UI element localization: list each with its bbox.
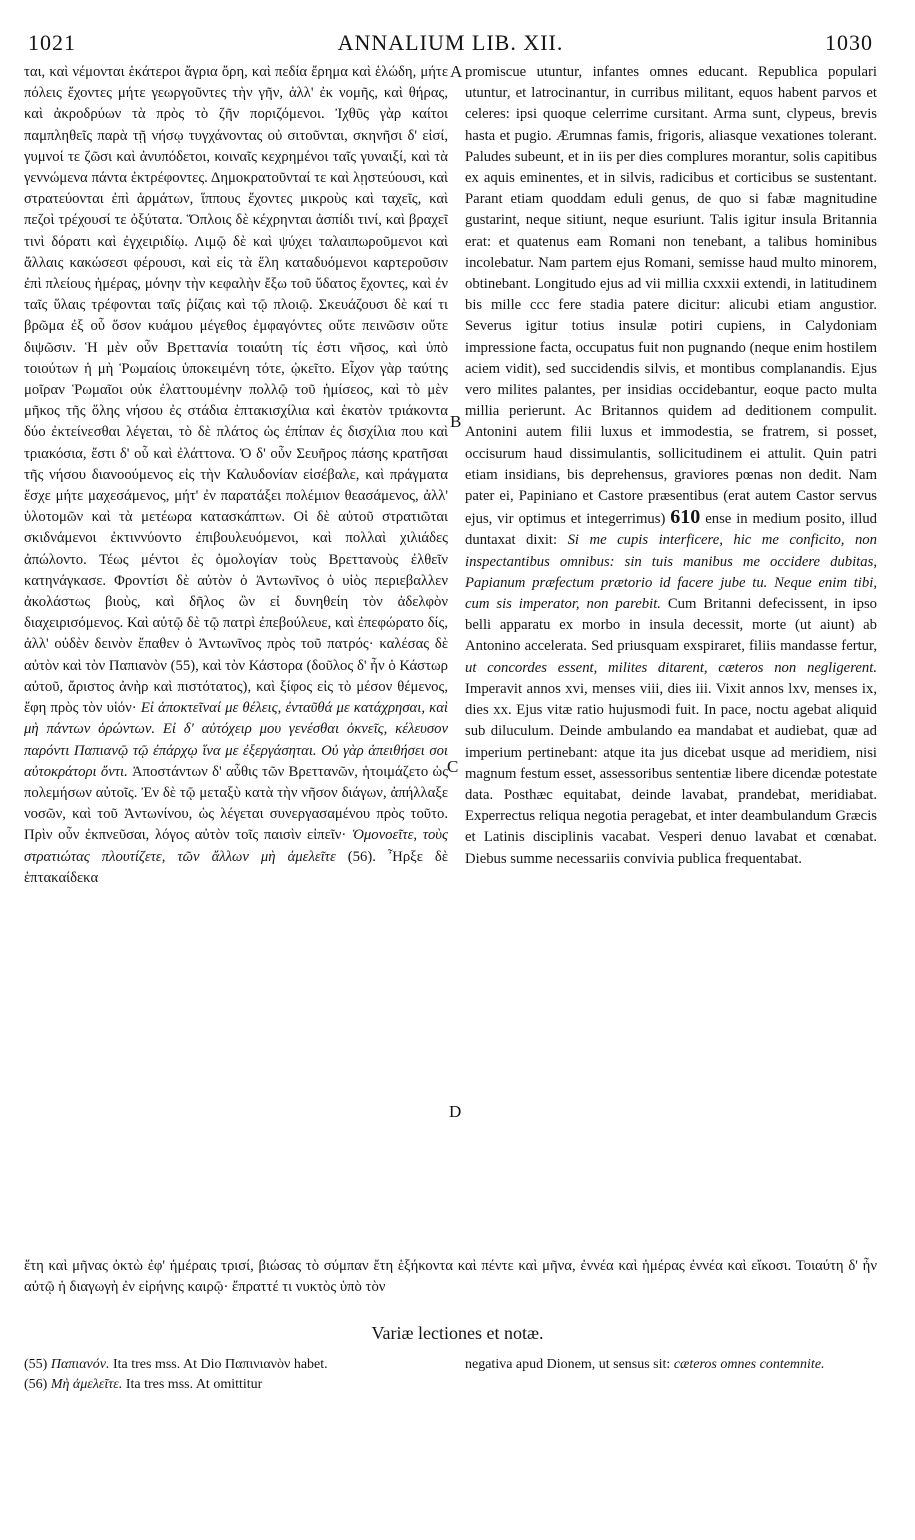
note-56-continued-italic: cæteros omnes contemnite. <box>673 1357 825 1372</box>
note-55-greek: Παπιανόν. <box>50 1357 110 1372</box>
latin-quote-1: Si me cupis interficere, hic me conficito, non inspectantibus omnibus: sin tuis manibus me occidere dubitas, Papianum præfectum prætorio id facere jube tu. Neque enim tibi, cum sis imperator, non parebit. <box>465 532 877 613</box>
notes-right-column <box>465 1356 877 1376</box>
note-56 <box>24 1376 446 1394</box>
notes-left-column <box>24 1356 446 1396</box>
note-56-continued <box>465 1356 877 1374</box>
column-number-right: 1030 <box>825 30 873 55</box>
margin-marker-c: C <box>447 757 459 776</box>
greek-quote-2: Ὁμονοεῖτε, τοὺς στρατιώτας πλουτίζετε, τῶν ἄλλων μὴ ἀμελεῖτε <box>24 827 448 865</box>
greek-text-2: Ἀποστάντων δ' αὖθις τῶν Βρεττανῶν, ἡτοιμάζετο ὡς πολεμήσων αὐτοῖς. Ἐν δὲ τῷ μεταξὺ κατὰ τὴν νῆσον διάγων, ἀπήλλαξε νοσῶν, καὶ τοῦ Ἀντωνίνου, ὡς λέγεται συνεργασαμένου πρὸς τοῦτο. Πρὶν οὖν ἐκπνεῦσαι, λόγος αὐτὸν τοῖς παισὶν εἰπεῖν· <box>24 763 448 844</box>
greek-text-3: (56). Ἦρξε δὲ ἑπτακαίδεκα <box>24 848 448 886</box>
latin-quote-2: ut concordes essent, milites ditarent, cæteros non negligerent. <box>465 659 877 676</box>
greek-text: ται, καὶ νέμονται ἑκάτεροι ἄγρια ὄρη, καὶ πεδία ἔρημα καὶ ἑλώδη, μήτε πόλεις ἔχοντες μήτε γεωργοῦντες τὴν γῆν, ἀλλ' ἐκ νομῆς, καὶ θήρας, καὶ ἀκροδρύων τὰ πρὸς τὸ ζῆν ποριζόμενοι. Ἰχθῦς γὰρ καίτοι παμπληθεῖς παρὰ τῇ νήσῳ τυγχάνοντας οὐ σιτοῦνται, σκηνῆσι δ' εἰσί, γυμνοί τε ζῶσι καὶ ἀνυπόδετοι, κοιναῖς κεχρημένοι ταῖς γυναιξί, καὶ τὰ γεννώμενα πάντα ἐκτρέφοντες. Δημοκρατοῦνταί τε καὶ λῃστεύουσι, καὶ στρατεύονται ἐπὶ ἁρμάτων, ἵππους ἔχοντες μικροὺς καὶ ταχεῖς, καὶ πεζοὶ τρέχουσί τε ὀξύτατα. Ὅπλοις δὲ κέχρηνται ἀσπίδι τινί, καὶ βραχεῖ τινὶ δόρατι καὶ ἐγχειριδίῳ. Λιμῷ δὲ καὶ ψύχει ταλαιπωροῦμενοι καὶ ἄλλαις κακώσεσι φέρουσι, καὶ εἰς τὰ ἕλη καταδυόμενοι καρτεροῦσιν ἐπὶ πλείους ἡμέρας, μόνην τὴν κεφαλὴν ἔξω τοῦ ὕδατος ἔχοντες, καὶ ἐν ταῖς ὕλαις τρέφονται ταῖς ῥίζαις καὶ τῷ πλοιῷ. Σκευάζουσι δὲ καί τι βρῶμα ἐξ οὗ ὅσον κυάμου μέγεθος ἐμφαγόντες οὔτε πεινῶσιν οὔτε διψῶσιν. Ἡ μὲν οὖν Βρεττανία τοιαύτη τίς ἐστι νῆσος, καὶ ὑπὸ τοιούτων ἡ μὴ Ῥωμαίοις ὑποκειμένη τότε, ᾠκεῖτο. Εἶχον γὰρ ταύτης μοῖραν Ῥωμαῖοι οὐκ ἐλαττουμένην πολλῷ τοῦ ἡμίσεος, καὶ τὸ μὲν μῆκος τῆς ὅλης νήσου ἐς στάδια ἑπτακισχίλια καὶ ἑκατὸν τριάκοντα δύο ἐκτείνεσθαι λέγεται, τὸ δὲ πλάτος ὡς ἐπίπαν ἐς δισχίλια που καὶ τριακόσια, ἔστι δ' οὗ καὶ ἐλάττονα. Ὁ δ' οὖν Σευῆρος πάσης κρατῆσαι τῆς νήσου διανοούμενος εἰς τὴν Καλυδονίαν εἰσέβαλε, καὶ πράγματα ἔσχε μήτε μαχεσάμενος, μήτ' ἐν παρατάξει πολέμιον θεασάμενος, ἀλλ' ὑλοτομῶν καὶ τὰ μετέωρα κατασκάπτων. Οἱ δὲ αὐτοῦ στρατιῶται σκιδνάμενοι ἐκτιννύοντο ἐπιβουλευόμενοι, καὶ πολλαὶ χιλιάδες ἀπώλοντο. Τέως μέντοι ἐς ὁμολογίαν τοὺς Βρεττανοὺς ἐλθεῖν κατηνάγκασε. Φροντίσι δὲ αὐτὸν ὁ Ἀντωνῖνος ὁ υἱὸς περιεβαλλεν ἀκολάστως βιοὺς, καὶ δῆλος ὢν εἰ δυνηθείη τὸν ἀδελφὸν διαχειρισόμενος. Καὶ αὐτῷ δὲ τῷ πατρὶ ἐπεβούλευε, καὶ ἐπεφώρατο δίς, ἀλλ' οὐδὲν δεινὸν ἔπαθεν ὁ Ἀντωνῖνος πρὸς τοῦ πατρός· καλέσας δὲ αὐτὸν καὶ τὸν Παπιανὸν (55), καὶ τὸν Κάστορα (δοῦλος δ' ἦν ὁ Κάστωρ αὐτοῦ, ἄριστος ἀνὴρ καὶ πιστότατος), καὶ ξίφος εἰς τὸ μέσον θέμενος, ἔφη πρὸς τὸν υἱόν· <box>24 64 448 717</box>
column-number-left: 1021 <box>28 30 76 55</box>
greek-paragraph <box>24 62 448 889</box>
page-header <box>28 30 873 60</box>
latin-text-4: Imperavit annos xvi, menses viii, dies iii. Vixit annos lxv, menses ix, dies xx. Ejus vitæ ratio hujusmodi fuit. In pace, noctu agebat aliquid sub diluculum. Deinde ambulando ea mandabat et audiebat, quæ ad imperium pertinebant: atque ita jus dicebat usque ad meridiem, nisi magnum festum esset, assessoribus sententiæ libere dicendæ potestate data. Posthæc equitabat, deinde lavabat, prandebat, meridiabat. Experrectus reliqua negotia peragebat, et inter deambulandum Græcis et Latinis disciplinis vacabat. Vesperi denuo lavabat et cœnabat. Diebus summe necessariis convivia publica frequentabat. <box>465 680 877 867</box>
greek-quote: Εἰ ἀποκτεῖναί με θέλεις, ἐνταῦθά με κατάχρησαι, καὶ μὴ πάντων ὁρώντων. Εἰ δ' αὐτόχειρ μου γενέσθαι ὀκνεῖς, κέλευσον παρόντι Παπιανῷ τῷ ἐπάρχῳ ἵνα με ἐξεργάσηται. Οὐ γὰρ ἀπειθήσει σοι αὐτοκράτορι ὄντι. <box>24 700 448 780</box>
margin-marker-a: A <box>450 62 463 81</box>
note-56-text: Ita tres mss. At omittitur <box>125 1377 263 1392</box>
note-56-label: (56) <box>24 1377 48 1392</box>
note-56-greek: Μὴ ἀμελεῖτε. <box>50 1377 123 1392</box>
section-number: 610 <box>670 506 701 529</box>
note-55-label: (55) <box>24 1357 48 1372</box>
greek-full-width-lines: ἔτη καὶ μῆνας ὀκτὼ ἐφ' ἡμέραις τρισί, βιώσας τὸ σύμπαν ἔτη ἑξήκοντα καὶ πέντε καὶ μῆνα, ἐννέα καὶ ἡμέρας ἐννέα καὶ εἴκοσι. Τοιαύτη δ' ἦν αὐτῷ ἡ διαγωγὴ ἐν εἰρήνης καιρῷ· ἔπραττέ τι νυκτὸς ὑπὸ τὸν <box>24 1258 877 1296</box>
notes-title: Variæ lectiones et notæ. <box>371 1323 544 1343</box>
margin-marker-d: D <box>449 1102 462 1121</box>
note-55-text: Ita tres mss. At Dio Παπινιανὸν habet. <box>112 1357 328 1372</box>
margin-marker-b: B <box>450 412 462 431</box>
latin-paragraph <box>465 62 877 870</box>
latin-text-3: Cum Britanni defecissent, in ipso belli apparatu ex morbo in insula decessit, morte (ut aiunt) ab Antonino accelerata. Sed priusquam exspiraret, filiis mandasse fertur, <box>465 596 877 655</box>
note-56-continued-text: negativa apud Dionem, ut sensus sit: <box>465 1357 671 1372</box>
latin-text-1: promiscue utuntur, infantes omnes educant. Republica populari utuntur, et latrocinantur, in curribus militant, equos habent parvos et celeres: ipsi quoque celerrime cursitant. Arma sunt, clypeus, brevis hasta et pugio. Ærumnas famis, frigoris, aliasque vexationes tolerant. Paludes subeunt, et in iis per dies complures morantur, solis capitibus ex aquis eminentes, et in silvis, radicibus et corticibus se sustentant. Parant etiam quoddam eduli genus, de quo si fabæ magnitudine gustarint, neque sitiunt, neque esuriunt. Talis igitur insula Britannia erat: et quatenus eam Romani non tenebant, a talibus hominibus incolebatur. Nam partem ejus Romani, semisse haud multo minorem, obtinebant. Longitudo ejus ad vii millia cxxxii extendi, in latitudinem bis mille ccc fere stadia patere dicitur: alicubi etiam angustior. Severus igitur totius insulæ potiri cupiens, in Calydoniam impressione facta, occupatus fuit non pugnando (neque enim hostilem aciem vidit), sed succidendis silvis, et montibus complanandis. Ejus vero milites palantes, per insidias occidebantur, eoque pacto multa millia perierunt. Ac Britannos quidem ad deditionem compulit. Antonini autem filii luxus et immodestia, se fratrem, si posset, occisurum haud dissimulantis, sollicitudinem ei attulit. Quin patri etiam insidians, bis deprehensus, graviores pœnas non dedit. Nam pater ei, Papiniano et Castore præsentibus (erat autem Castor servus ejus, vir optimus et integerrimus) <box>465 64 877 528</box>
latin-column <box>465 62 877 1310</box>
latin-text-2: ense in medium posito, illud duntaxat dixit: <box>465 511 877 549</box>
running-title: ANNALIUM LIB. XII. <box>337 30 564 55</box>
greek-column <box>24 62 448 1258</box>
note-55 <box>24 1356 446 1374</box>
